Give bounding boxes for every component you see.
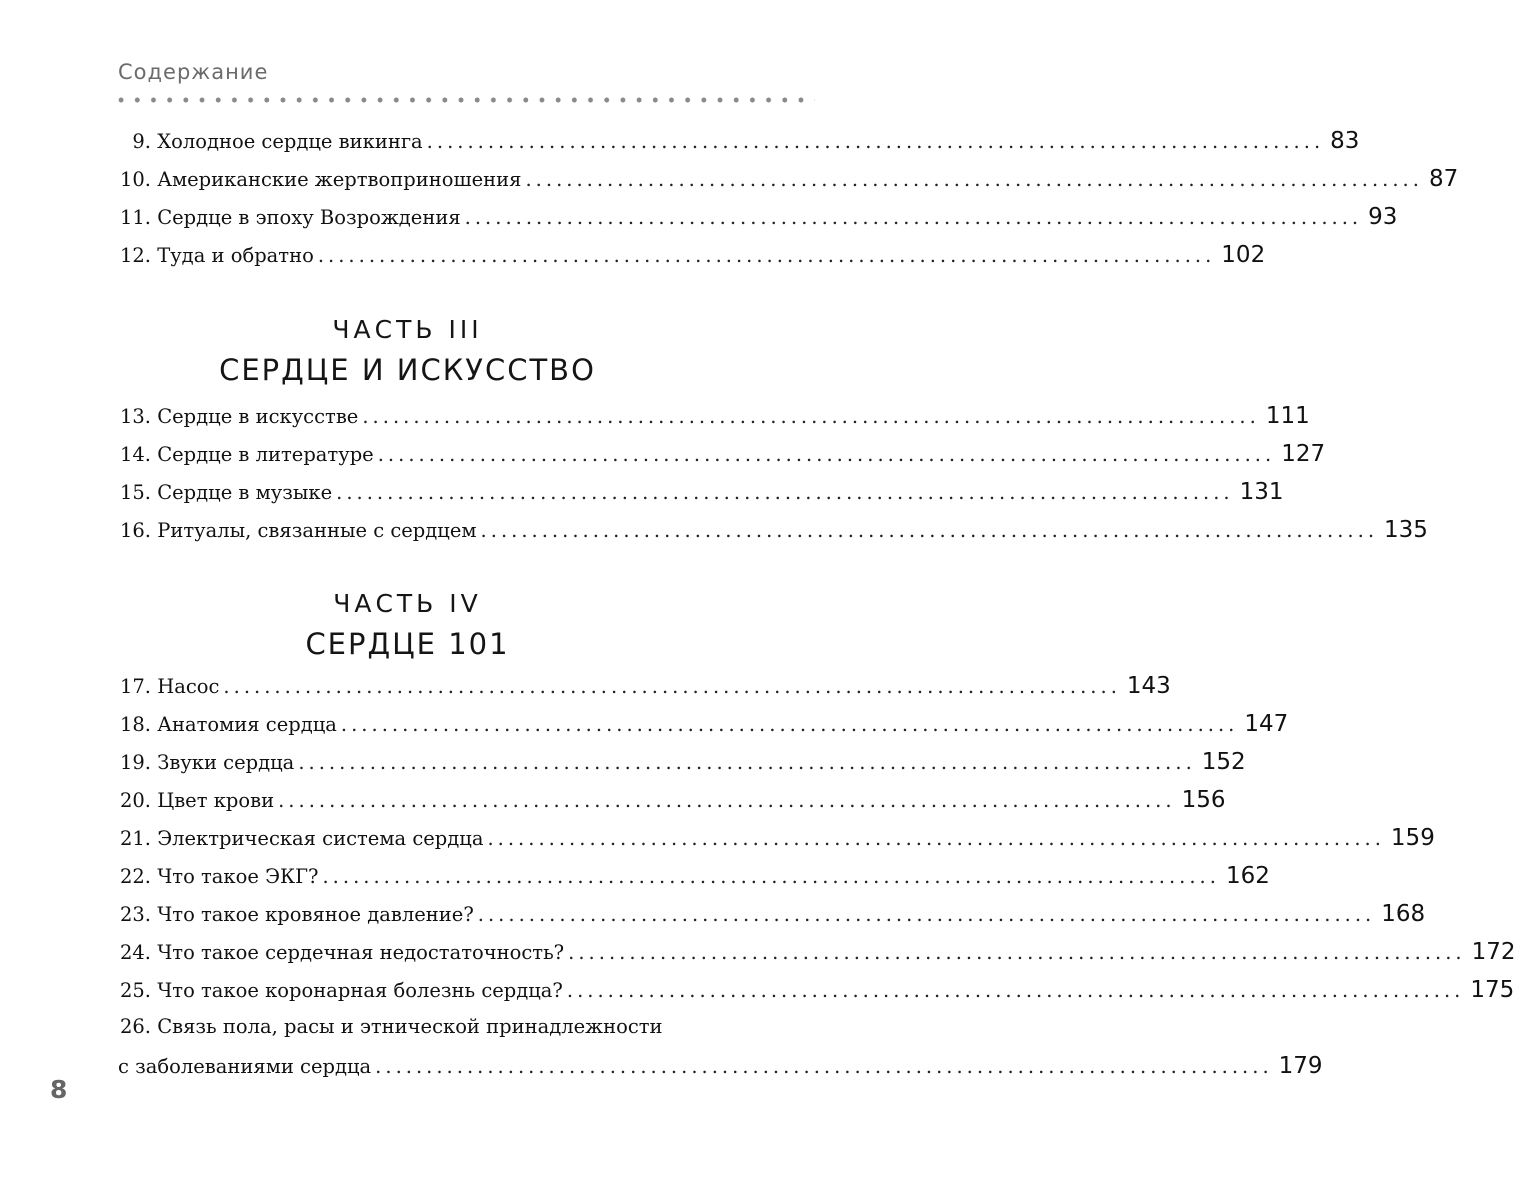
dot-leader: ........................................................................................ <box>317 244 1216 267</box>
toc-entry[interactable] <box>118 977 1515 1015</box>
toc-entry-title: Сердце в литературе <box>157 443 374 466</box>
toc-list-top <box>118 128 1459 280</box>
toc-entry-page: 83 <box>1330 128 1360 154</box>
toc-entry-number: 24. <box>119 941 151 964</box>
toc-entry[interactable] <box>118 787 1226 825</box>
toc-entry[interactable] <box>118 863 1270 901</box>
toc-entry-page: 156 <box>1181 787 1226 813</box>
dot-leader: ........................................................................................ <box>464 206 1363 229</box>
part-label: ЧАСТЬ IV <box>333 589 482 618</box>
toc-entry-title: Звуки сердца <box>157 751 295 774</box>
toc-entry-title: Что такое коронарная болезнь сердца? <box>157 979 563 1002</box>
toc-entry[interactable] <box>118 479 1284 517</box>
toc-entry-number: 12. <box>119 244 151 267</box>
toc-entry[interactable] <box>118 939 1516 977</box>
dot-leader: ........................................................................................ <box>525 168 1423 191</box>
toc-entry-title: Цвет крови <box>157 789 275 812</box>
toc-entry[interactable] <box>118 901 1426 939</box>
toc-entry-number: 15. <box>119 481 151 504</box>
dot-leader: ........................................................................................ <box>480 519 1379 542</box>
toc-entry-number: 9. <box>132 130 151 153</box>
toc-entry-title: Туда и обратно <box>157 244 314 267</box>
toc-entry-page: 93 <box>1368 204 1398 230</box>
toc-entry-number: 10. <box>119 168 151 191</box>
part-label: ЧАСТЬ III <box>332 315 483 344</box>
toc-entry-page: 102 <box>1221 242 1266 268</box>
toc-entry-title: Сердце в искусстве <box>157 405 359 428</box>
toc-entry[interactable] <box>118 749 1246 787</box>
toc-entry-title: Что такое кровяное давление? <box>157 903 474 926</box>
toc-list-part3 <box>118 403 1428 555</box>
toc-entry-page: 179 <box>1278 1053 1323 1079</box>
page-number: 8 <box>50 1075 68 1104</box>
dot-leader: ........................................................................................ <box>322 865 1220 888</box>
toc-entry-number: 17. <box>119 675 151 698</box>
part-heading-3 <box>0 312 815 392</box>
dot-leader: ........................................................................................ <box>375 1055 1273 1078</box>
toc-entry-page: 152 <box>1201 749 1246 775</box>
toc-entry-number: 14. <box>119 443 151 466</box>
toc-entry-page: 172 <box>1471 939 1516 965</box>
toc-entry-title: Что такое сердечная недостаточность? <box>157 941 565 964</box>
toc-entry-number: 22. <box>119 865 151 888</box>
toc-entry-multiline[interactable] <box>118 1015 726 1053</box>
toc-entry[interactable] <box>118 242 1266 280</box>
toc-entry-title: Что такое ЭКГ? <box>157 865 319 888</box>
toc-list-part4 <box>118 673 1516 1091</box>
toc-entry-page: 168 <box>1381 901 1426 927</box>
running-header-title: Содержание <box>118 60 269 84</box>
toc-entry-number: 26. <box>119 1015 151 1038</box>
toc-entry[interactable] <box>118 403 1310 441</box>
toc-entry-page: 162 <box>1225 863 1270 889</box>
dot-leader: ........................................................................................ <box>340 713 1239 736</box>
dot-leader: ........................................................................................ <box>566 979 1465 1002</box>
dot-leader: ........................................................................................ <box>362 405 1260 428</box>
toc-entry-title: Электрическая система сердца <box>157 827 484 850</box>
dot-leader: ........................................................................................ <box>426 130 1325 153</box>
toc-entry-number: 13. <box>119 405 151 428</box>
toc-entry-page: 131 <box>1239 479 1284 505</box>
part-heading-4 <box>0 586 815 666</box>
toc-entry-page: 87 <box>1428 166 1459 192</box>
toc-entry-title-line2: с заболеваниями сердца <box>118 1055 372 1078</box>
toc-entry-title: Ритуалы, связанные с сердцем <box>157 519 477 542</box>
toc-entry-page: 175 <box>1470 977 1515 1003</box>
toc-entry-page: 111 <box>1265 403 1310 429</box>
toc-entry-title: Анатомия сердца <box>157 713 337 736</box>
dot-leader: ........................................................................................ <box>377 443 1276 466</box>
toc-entry-page: 143 <box>1126 673 1171 699</box>
dot-leader: ........................................................................................ <box>568 941 1466 964</box>
toc-entry[interactable] <box>118 441 1326 479</box>
dot-leader: ........................................................................................ <box>487 827 1385 850</box>
toc-entry-continuation[interactable] <box>118 1053 1323 1091</box>
dot-leader: ........................................................................................ <box>278 789 1176 812</box>
toc-entry[interactable] <box>118 711 1289 749</box>
toc-entry-title: Холодное сердце викинга <box>157 130 423 153</box>
toc-entry-number: 20. <box>119 789 151 812</box>
dot-leader: ........................................................................................ <box>336 481 1234 504</box>
toc-entry-number: 11. <box>119 206 151 229</box>
toc-entry[interactable] <box>118 673 1171 711</box>
toc-entry[interactable] <box>118 825 1435 863</box>
part-name: СЕРДЦЕ И ИСКУССТВО <box>219 353 596 387</box>
toc-entry[interactable] <box>118 166 1459 204</box>
toc-entry-page: 135 <box>1384 517 1428 543</box>
toc-entry[interactable] <box>118 128 1360 166</box>
toc-entry-title: Американские жертвоприношения <box>157 168 522 191</box>
toc-entry-number: 25. <box>119 979 151 1002</box>
toc-entry-number: 23. <box>119 903 151 926</box>
toc-entry-title: Насос <box>157 675 220 698</box>
toc-entry-page: 147 <box>1244 711 1289 737</box>
toc-entry[interactable] <box>118 204 1398 242</box>
toc-entry-title-line1: Связь пола, расы и этнической принадлежности <box>157 1015 663 1038</box>
dot-leader: ........................................................................................ <box>298 751 1196 774</box>
toc-entry-number: 21. <box>119 827 151 850</box>
toc-entry-number: 19. <box>119 751 151 774</box>
toc-entry-number: 16. <box>119 519 151 542</box>
toc-entry-title: Сердце в музыке <box>157 481 333 504</box>
header-dotted-rule <box>113 96 815 104</box>
part-name: СЕРДЦЕ 101 <box>305 627 510 661</box>
toc-entry-number: 18. <box>119 713 151 736</box>
toc-entry[interactable] <box>118 517 1428 555</box>
toc-entry-page: 127 <box>1281 441 1326 467</box>
dot-leader: ........................................................................................ <box>477 903 1376 926</box>
dot-leader: ........................................................................................ <box>223 675 1121 698</box>
toc-entry-page: 159 <box>1390 825 1435 851</box>
toc-entry-title: Сердце в эпоху Возрождения <box>157 206 461 229</box>
